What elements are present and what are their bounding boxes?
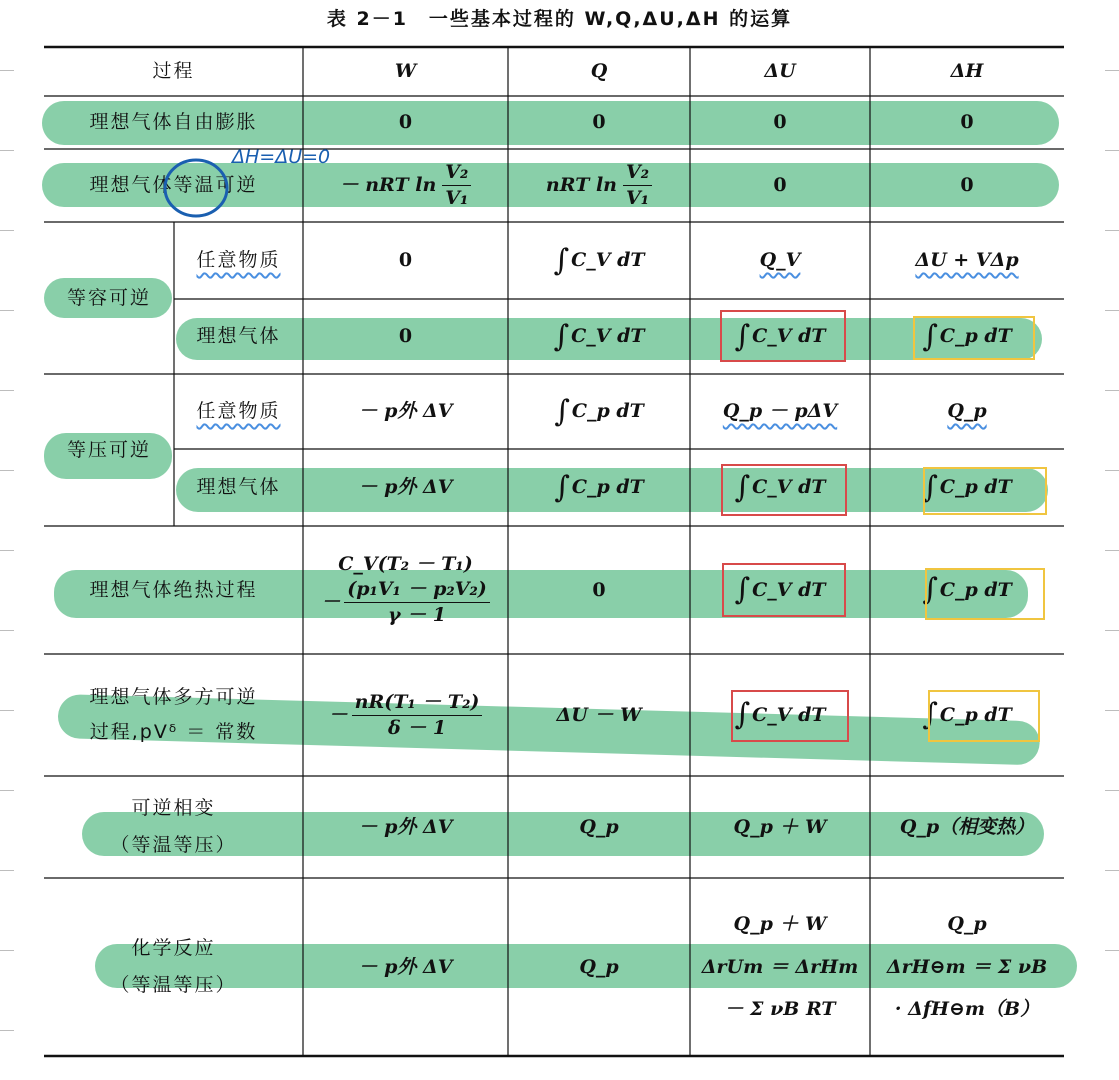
yellow-box-mark bbox=[925, 568, 1045, 620]
header-q: Q bbox=[590, 60, 608, 83]
integral-icon: ∫ bbox=[553, 318, 570, 354]
isobaric-any-w: － p外 ΔV bbox=[358, 400, 453, 423]
isothermal-q bbox=[508, 149, 690, 222]
free-expansion-w: 0 bbox=[398, 111, 413, 134]
integral-icon: ∫ bbox=[734, 697, 751, 732]
reaction-dh-line1: Q_p bbox=[947, 912, 987, 935]
free-expansion-q: 0 bbox=[592, 111, 606, 134]
polytropic-w-numerator: nR(T₁ － T₂) bbox=[352, 690, 483, 716]
isochoric-any-du: Q_V bbox=[759, 249, 801, 272]
free-expansion-du: 0 bbox=[773, 111, 787, 134]
red-box-mark bbox=[722, 563, 846, 617]
phase-change-label-line1: 可逆相变 bbox=[131, 797, 216, 820]
isochoric-any-label: 任意物质 bbox=[196, 249, 281, 272]
isobaric-ideal-dh: ∫ C_p dT bbox=[922, 469, 1012, 505]
integral-icon: ∫ bbox=[922, 318, 938, 354]
reaction-dh-line3: · ΔfH⊖m（B） bbox=[894, 998, 1040, 1021]
reaction-du-line3: － Σ νB RT bbox=[724, 998, 836, 1021]
reaction-w: － p外 ΔV bbox=[358, 955, 453, 978]
isobaric-any-label: 任意物质 bbox=[196, 400, 281, 423]
integral-icon: ∫ bbox=[734, 318, 751, 354]
integral-icon: ∫ bbox=[554, 469, 570, 505]
phase-change-w: － p外 ΔV bbox=[358, 815, 453, 838]
adiabatic-dh: ∫ C_p dT bbox=[922, 572, 1012, 607]
isothermal-w-fraction: $\frac{\text{V₂}}{\text{V₁}}$ bbox=[442, 160, 471, 210]
polytropic-w: － $\frac{\text{nR(T₁ － T₂)}}{\delta - 1}$ bbox=[303, 654, 508, 776]
reaction-du-line2: ΔrUm ＝ ΔrHm bbox=[701, 955, 859, 978]
pen-annotation: ΔH=ΔU=0 bbox=[232, 146, 331, 168]
row-label-phase-change bbox=[44, 776, 303, 878]
reaction-q: Q_p bbox=[579, 955, 619, 978]
adiabatic-w: C_V(T₂ － T₁) － $\frac{\text{(p₁V₁ － p₂V₂)}}{\gamma - 1}$ bbox=[303, 526, 508, 654]
isothermal-dh: 0 bbox=[960, 174, 974, 197]
isothermal-q-fraction: $\frac{\text{V₂}}{\text{V₁}}$ bbox=[623, 160, 652, 210]
polytropic-label-line1: 理想气体多方可逆 bbox=[89, 686, 258, 709]
isobaric-ideal-q: ∫ C_p dT bbox=[554, 469, 644, 505]
row-label-reaction bbox=[44, 878, 303, 1056]
free-expansion-dh: 0 bbox=[960, 111, 974, 134]
isothermal-w-prefix: － nRT ln bbox=[339, 174, 437, 197]
isothermal-w bbox=[303, 149, 508, 222]
integral-icon: ∫ bbox=[734, 469, 751, 505]
header-dh: ΔH bbox=[950, 60, 984, 83]
row-label-adiabatic: 理想气体绝热过程 bbox=[89, 578, 258, 601]
isochoric-ideal-w: 0 bbox=[398, 325, 413, 348]
isochoric-any-w: 0 bbox=[398, 249, 413, 272]
isochoric-any-q: ∫ C_V dT bbox=[553, 242, 645, 278]
yellow-box-mark bbox=[928, 690, 1040, 742]
adiabatic-w-line1: C_V(T₂ － T₁) bbox=[338, 553, 473, 576]
header-w: W bbox=[394, 60, 417, 83]
group-label-isochoric: 等容可逆 bbox=[66, 286, 151, 309]
red-box-mark bbox=[720, 310, 846, 362]
integral-icon: ∫ bbox=[922, 469, 938, 505]
polytropic-dh: ∫ C_p dT bbox=[922, 697, 1012, 732]
integral-icon: ∫ bbox=[922, 572, 938, 607]
yellow-box-mark bbox=[913, 316, 1035, 360]
reaction-dh bbox=[870, 878, 1064, 1056]
isothermal-q-prefix: nRT ln bbox=[545, 174, 617, 197]
reaction-label-line2: （等温等压） bbox=[110, 974, 237, 996]
red-box-mark bbox=[731, 690, 849, 742]
header-process: 过程 bbox=[152, 60, 195, 83]
group-label-isobaric: 等压可逆 bbox=[66, 438, 151, 461]
isochoric-ideal-dh: ∫ C_p dT bbox=[922, 318, 1012, 354]
isobaric-any-q: ∫ C_p dT bbox=[554, 393, 644, 429]
reaction-label-line1: 化学反应 bbox=[131, 937, 216, 960]
phase-change-q: Q_p bbox=[579, 815, 619, 838]
isobaric-ideal-du: ∫ C_V dT bbox=[734, 469, 826, 505]
isochoric-ideal-q: ∫ C_V dT bbox=[553, 318, 645, 354]
polytropic-w-denominator: δ － 1 bbox=[387, 716, 447, 739]
adiabatic-q: 0 bbox=[592, 578, 606, 601]
adiabatic-w-numerator: (p₁V₁ － p₂V₂) bbox=[344, 577, 490, 603]
isochoric-ideal-label: 理想气体 bbox=[196, 325, 281, 348]
integral-icon: ∫ bbox=[554, 393, 570, 429]
reaction-du-line1: Q_p ＋ W bbox=[733, 912, 827, 935]
isothermal-du: 0 bbox=[773, 174, 787, 197]
table-caption: 表 2－1 一些基本过程的 W,Q,ΔU,ΔH 的运算 bbox=[326, 8, 793, 30]
polytropic-q: ΔU － W bbox=[556, 703, 642, 726]
integral-icon: ∫ bbox=[922, 697, 938, 732]
integral-icon: ∫ bbox=[734, 572, 751, 607]
adiabatic-w-denominator: γ － 1 bbox=[388, 603, 446, 626]
isobaric-ideal-w: － p外 ΔV bbox=[358, 476, 453, 499]
polytropic-label-line2: 过程,pVᵟ ＝ 常数 bbox=[89, 721, 258, 743]
row-label-polytropic bbox=[44, 654, 303, 776]
yellow-box-mark bbox=[923, 467, 1047, 515]
adiabatic-du: ∫ C_V dT bbox=[734, 572, 826, 607]
integral-icon: ∫ bbox=[553, 242, 570, 278]
pen-circle-mark bbox=[160, 154, 240, 224]
isobaric-ideal-label: 理想气体 bbox=[196, 476, 281, 499]
phase-change-dh: Q_p（相变热） bbox=[899, 815, 1035, 838]
header-du: ΔU bbox=[764, 60, 796, 83]
phase-change-label-line2: （等温等压） bbox=[110, 834, 237, 856]
reaction-dh-line2: ΔrH⊖m ＝ Σ νB bbox=[886, 955, 1048, 978]
reaction-du bbox=[690, 878, 870, 1056]
polytropic-du: ∫ C_V dT bbox=[734, 697, 826, 732]
isobaric-any-dh: Q_p bbox=[947, 400, 987, 423]
isobaric-any-du: Q_p － pΔV bbox=[722, 400, 838, 423]
isochoric-any-dh: ΔU + VΔp bbox=[915, 249, 1019, 272]
red-box-mark bbox=[721, 464, 847, 516]
row-label-free-expansion: 理想气体自由膨胀 bbox=[89, 111, 258, 134]
phase-change-du: Q_p ＋ W bbox=[733, 815, 827, 838]
row-label-isothermal: 理想气体等温可逆 bbox=[89, 174, 258, 197]
isochoric-ideal-du: ∫ C_V dT bbox=[734, 318, 826, 354]
